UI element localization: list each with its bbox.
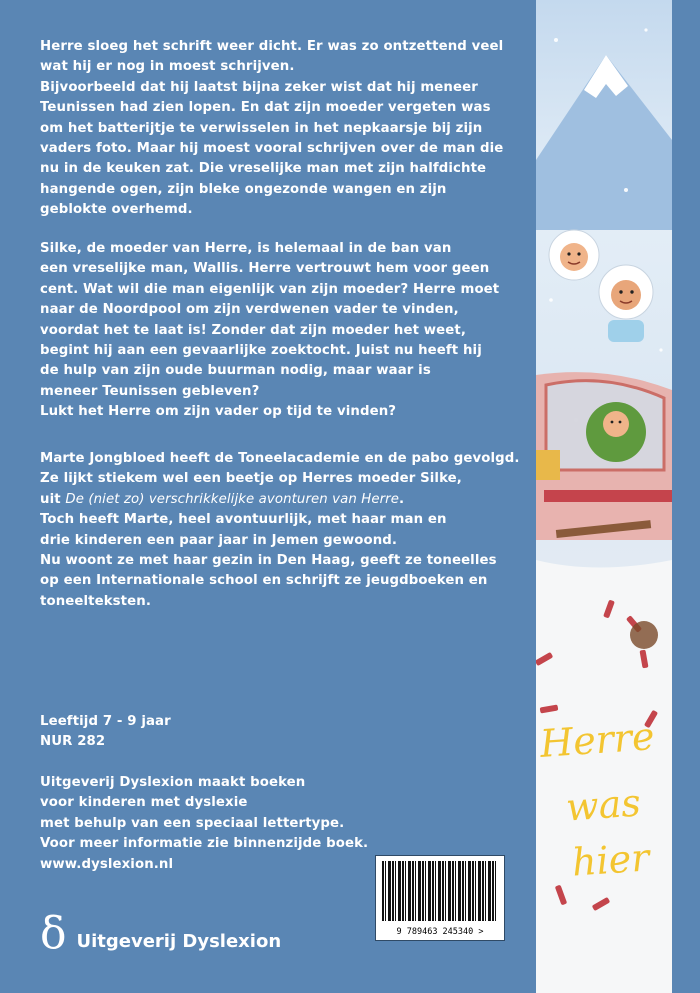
author-line: op een Internationale school en schrijft ze jeugdboeken en <box>40 573 488 589</box>
publisher-website: www.dyslexion.nl <box>40 856 174 872</box>
publisher-logo <box>40 906 282 959</box>
book-title: De (niet zo) verschrikkelijke avonturen van Herre <box>65 491 400 507</box>
intro-line: geblokte overhemd. <box>40 202 193 218</box>
intro-line: Teunissen had zien lopen. En dat zijn moeder vergeten was <box>40 100 491 116</box>
author-line: drie kinderen een paar jaar in Jemen gewoond. <box>40 532 398 548</box>
nur-code: NUR 282 <box>40 734 106 750</box>
cover-right-edge <box>672 0 700 993</box>
intro-line: hangende ogen, zijn bleke ongezonde wangen en zijn <box>40 181 447 197</box>
author-bio <box>40 449 520 612</box>
summary-line: cent. Wat wil die man eigenlijk van zijn moeder? Herre moet <box>40 281 500 297</box>
isbn-number: 9 789463 245340 > <box>396 927 484 937</box>
cover-illustration-strip <box>536 0 672 993</box>
author-line: toneelteksten. <box>40 593 151 609</box>
publisher-line: voor kinderen met dyslexie <box>40 795 248 811</box>
summary-line: begint hij aan een gevaarlijke zoektocht. Juist nu heeft hij <box>40 343 482 359</box>
handwriting-word: was <box>564 780 643 830</box>
book-meta <box>40 712 510 753</box>
summary-line: de hulp van zijn oude buurman nodig, maar waar is <box>40 363 431 379</box>
intro-paragraph <box>40 37 510 221</box>
handwriting-word: Herre <box>538 714 656 766</box>
snow-vehicle <box>536 372 672 540</box>
intro-line: om het batterijtje te verwisselen in het nepkaarsje bij zijn <box>40 120 483 136</box>
age-range: Leeftijd 7 - 9 jaar <box>40 714 171 729</box>
intro-line: wat hij er nog in moest schrijven. <box>40 59 295 75</box>
intro-line: vaders foto. Maar hij moest vooral schrijven over de man die <box>40 141 504 157</box>
author-line-prefix: uit <box>40 491 66 507</box>
summary-line: Lukt het Herre om zijn vader op tijd te vinden? <box>40 404 397 420</box>
summary-line: een vreselijke man, Wallis. Herre vertrouwt hem voor geen <box>40 261 490 277</box>
publisher-line: Uitgeverij Dyslexion maakt boeken <box>40 775 306 790</box>
brown-debris <box>630 621 658 649</box>
barcode-bars <box>382 861 498 921</box>
summary-line: naar de Noordpool om zijn verdwenen vader te vinden, <box>40 302 459 318</box>
summary-line: meneer Teunissen gebleven? <box>40 383 260 399</box>
delta-logo-icon: δ <box>40 908 67 959</box>
summary-line: voordat het te laat is! Zonder dat zijn moeder het weet, <box>40 322 467 338</box>
intro-line: nu in de keuken zat. Die vreselijke man met zijn halfdichte <box>40 161 487 177</box>
eskimo-child-2 <box>599 265 653 342</box>
publisher-name: Uitgeverij Dyslexion <box>76 931 282 952</box>
handwriting-word: hier <box>570 835 651 885</box>
author-line-suffix: . <box>399 491 405 507</box>
intro-line: Herre sloeg het schrift weer dicht. Er was zo ontzettend veel <box>40 39 504 54</box>
author-line: Ze lijkt stiekem wel een beetje op Herres moeder Silke, <box>40 471 462 487</box>
publisher-line: met behulp van een speciaal lettertype. <box>40 815 345 831</box>
summary-paragraph <box>40 239 510 423</box>
author-line: Nu woont ze met haar gezin in Den Haag, geeft ze toneelles <box>40 553 497 569</box>
author-line <box>40 490 510 510</box>
isbn-barcode <box>375 855 505 941</box>
author-line: Toch heeft Marte, heel avontuurlijk, met haar man en <box>40 512 447 528</box>
intro-line: Bijvoorbeeld dat hij laatst bijna zeker wist dat hij meneer <box>40 79 478 95</box>
publisher-line: Voor meer informatie zie binnenzijde boek. <box>40 836 369 852</box>
summary-line: Silke, de moeder van Herre, is helemaal in de ban van <box>40 241 452 256</box>
eskimo-child-1 <box>549 230 599 280</box>
author-line: Marte Jongbloed heeft de Toneelacademie en de pabo gevolgd. <box>40 451 520 466</box>
